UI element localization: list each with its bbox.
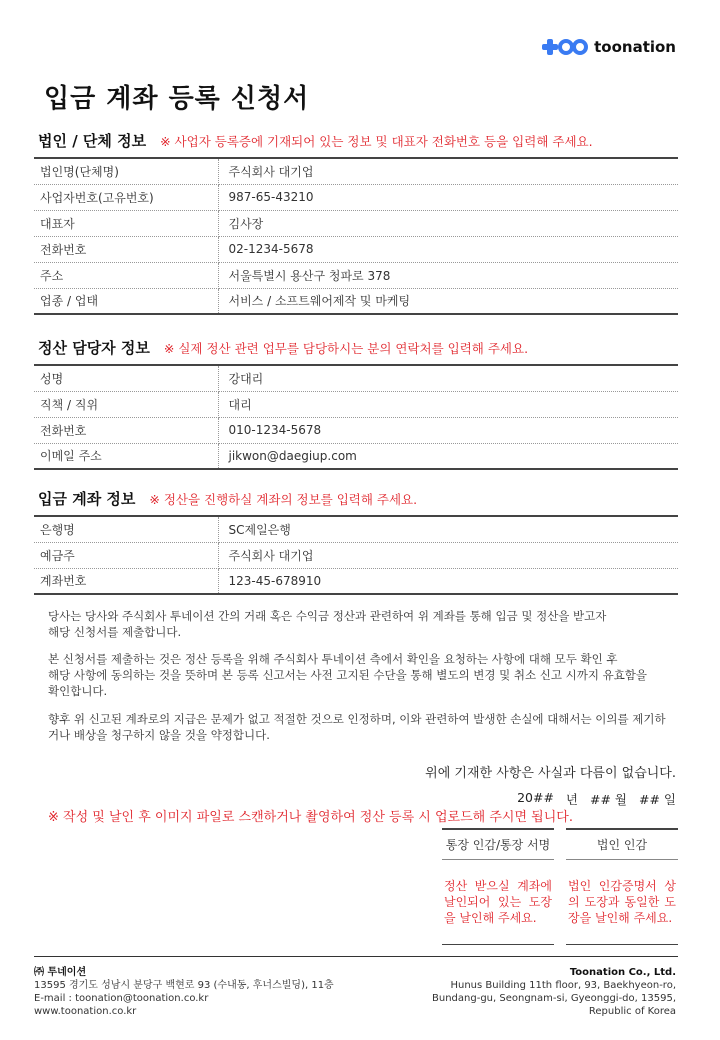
- corporate-seal-box: [566, 828, 678, 926]
- table-row: [34, 288, 678, 314]
- paragraph-line: 확인합니다.: [48, 684, 108, 698]
- manager-info-table: [34, 364, 678, 470]
- field-label: 전화번호: [34, 417, 218, 443]
- section-note: ※ 실제 정산 관련 업무를 담당하시는 분의 연락처를 입력해 주세요.: [163, 341, 529, 356]
- scan-upload-note: ※ 작성 및 날인 후 이미지 파일로 스캔하거나 촬영하여 정산 등록 시 업로드해 주시면 됩니다.: [48, 810, 573, 825]
- table-row: [34, 391, 678, 417]
- field-label: 예금주: [34, 542, 218, 568]
- paragraph-line: 본 신청서를 제출하는 것은 정산 등록을 위해 주식회사 투네이션 측에서 확인을 요청하는 사항에 대해 모두 확인 후: [48, 652, 618, 666]
- seal-caption: 법인 인감: [566, 828, 678, 860]
- field-label: 계좌번호: [34, 568, 218, 594]
- section-title: 법인 / 단체 정보: [38, 132, 147, 150]
- seal-caption: 통장 인감/통장 서명: [442, 828, 554, 860]
- field-label: 업종 / 업태: [34, 288, 218, 314]
- field-value: jikwon@daegiup.com: [228, 448, 357, 463]
- company-name-ko: ㈜ 투네이션: [34, 967, 87, 978]
- field-label: 법인명(단체명): [34, 158, 218, 184]
- field-value: 강대리: [218, 365, 678, 391]
- field-value: 주식회사 대기업: [218, 542, 678, 568]
- field-value: 02-1234-5678: [218, 236, 678, 262]
- logo-text: toonation: [594, 38, 676, 56]
- paragraph-line: 향후 위 신고된 계좌로의 지급은 문제가 없고 적절한 것으로 인정하며, 이와 관련하여 발생한 손실에 대해서는 이의를 제기하: [48, 712, 666, 726]
- field-label: 대표자: [34, 210, 218, 236]
- section-note: ※ 사업자 등록증에 기재되어 있는 정보 및 대표자 전화번호 등을 입력해 주세요.: [160, 134, 593, 149]
- field-value: 010-1234-5678: [218, 417, 678, 443]
- agreement-paragraph-3: [48, 711, 678, 743]
- date-year-unit: 년: [565, 792, 578, 807]
- confirmation-statement: 위에 기재한 사항은 사실과 다름이 없습니다.: [425, 766, 676, 781]
- table-row: [34, 568, 678, 594]
- field-value: SC제일은행: [218, 516, 678, 542]
- section-title: 정산 담당자 정보: [38, 339, 150, 357]
- field-value: 주식회사 대기업: [218, 158, 678, 184]
- account-info-table: [34, 515, 678, 595]
- website: www.toonation.co.kr: [34, 1006, 137, 1017]
- field-label: 전화번호: [34, 236, 218, 262]
- table-row: [34, 210, 678, 236]
- field-value: 서울특별시 용산구 청파로 378: [218, 262, 678, 288]
- date-year: 20##: [517, 790, 554, 805]
- address-en-line: Hunus Building 11th floor, 93, Baekhyeon-ro,: [450, 980, 676, 991]
- field-value: 123-45-678910: [228, 573, 322, 588]
- document-title: 입금 계좌 등록 신청서: [44, 84, 310, 114]
- footer-english-address: [432, 966, 676, 1018]
- table-row: [34, 417, 678, 443]
- field-label: 은행명: [34, 516, 218, 542]
- address-en-line: Republic of Korea: [588, 1006, 676, 1017]
- table-row: [34, 184, 678, 210]
- field-value: 김사장: [218, 210, 678, 236]
- table-row: [34, 262, 678, 288]
- agreement-paragraph-2: [48, 651, 678, 699]
- paragraph-line: 해당 사항에 동의하는 것을 뜻하며 본 등록 신고서는 사전 고지된 수단을 통해 별도의 변경 및 취소 신고 시까지 유효함을: [48, 668, 648, 682]
- section-title: 입금 계좌 정보: [38, 490, 136, 508]
- field-value: 987-65-43210: [218, 184, 678, 210]
- footer-divider: [34, 956, 678, 957]
- toonation-logo-icon: [542, 39, 588, 55]
- section-note: ※ 정산을 진행하실 계좌의 정보를 입력해 주세요.: [149, 492, 418, 507]
- toonation-logo: [542, 38, 676, 56]
- field-value: 대리: [218, 391, 678, 417]
- field-label: 직책 / 직위: [34, 391, 218, 417]
- email: E-mail : toonation@toonation.co.kr: [34, 993, 209, 1004]
- address-en-line: Bundang-gu, Seongnam-si, Gyeonggi-do, 13595,: [432, 993, 676, 1004]
- paragraph-line: 당사는 당사와 주식회사 투네이션 간의 거래 혹은 수익금 정산과 관련하여 위 계좌를 통해 입금 및 정산을 받고자: [48, 609, 607, 623]
- table-row: [34, 158, 678, 184]
- corporate-info-section: [34, 130, 678, 315]
- table-row: [34, 542, 678, 568]
- field-value: 서비스 / 소프트웨어제작 및 마케팅: [228, 294, 411, 309]
- paragraph-line: 해당 신청서를 제출합니다.: [48, 625, 182, 639]
- field-label: 사업자번호(고유번호): [34, 184, 218, 210]
- date-month: ## 월: [590, 792, 627, 807]
- account-info-section: [34, 488, 678, 595]
- seal-instruction: 법인 인감증명서 상의 도장과 동일한 도장을 날인해 주세요.: [568, 879, 676, 925]
- bank-seal-box: [442, 828, 554, 926]
- address-ko: 13595 경기도 성남시 분당구 백현로 93 (수내동, 후너스빌딩), 11층: [34, 980, 334, 991]
- agreement-paragraph-1: [48, 608, 678, 640]
- paragraph-line: 거나 배상을 청구하지 않을 것을 약정합니다.: [48, 728, 270, 742]
- corporate-info-table: [34, 157, 678, 315]
- field-label: 성명: [34, 365, 218, 391]
- seal-instruction: 정산 받으실 계좌에 날인되어 있는 도장을 날인해 주세요.: [444, 879, 552, 925]
- field-label: 주소: [34, 262, 218, 288]
- table-row: [34, 443, 678, 469]
- field-label: 이메일 주소: [34, 443, 218, 469]
- manager-info-section: [34, 337, 678, 470]
- date-day: ## 일: [639, 792, 676, 807]
- company-name-en: Toonation Co., Ltd.: [569, 967, 676, 978]
- footer-korean-address: [34, 966, 334, 1018]
- table-row: [34, 516, 678, 542]
- table-row: [34, 365, 678, 391]
- table-row: [34, 236, 678, 262]
